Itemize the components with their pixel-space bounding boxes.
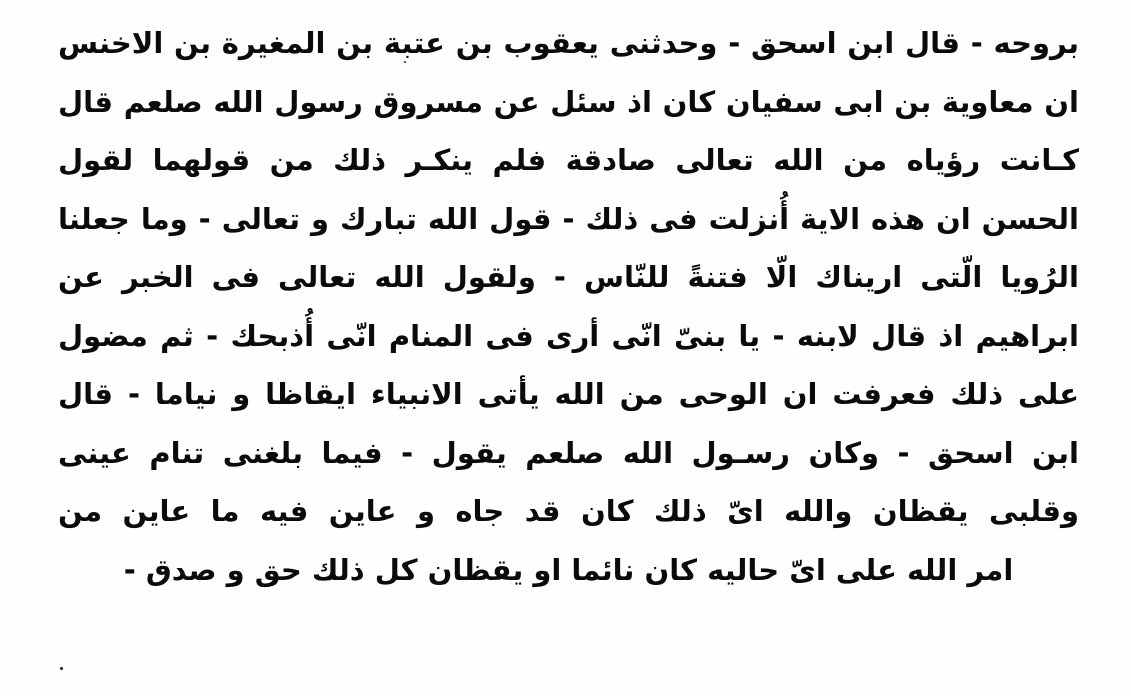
text-line-4: الحسن ان هذه الاية أُنزلت فى ذلك - قول الله تبارك و تعالى - وما جعلنا (58, 201, 1079, 236)
page-speck (60, 667, 63, 670)
text-line-6: ابراهيم اذ قال لابنه - يا بنىّ انّى أرى فى المنام انّى أُذبحك - ثم مضول (58, 318, 1079, 353)
text-line-8: ابن اسحق - وكان رسـول الله صلعم يقول - فيما بلغنى تنام عينى (58, 435, 1079, 470)
text-line-9: وقلبى يقظان والله اىّ ذلك كان قد جاه و عاين فيه ما عاين من (58, 494, 1079, 528)
text-line-1: بروحه - قال ابن اسحق - وحدثنى يعقوب بن عتبة بن المغيرة بن الاخنس (58, 26, 1079, 60)
arabic-text-body (0, 14, 1131, 599)
page-speck (404, 61, 406, 63)
text-line-7: على ذلك فعرفت ان الوحى من الله يأتى الانبياء ايقاظا و نياما - قال (58, 377, 1079, 411)
text-line-5: الرُويا الّتى اريناك الّا فتنةً للنّاس - ولقول الله تعالى فى الخبر عن (58, 260, 1079, 294)
text-line-2: ان معاوية بن ابى سفيان كان اذ سئل عن مسروق رسول الله صلعم قال (58, 84, 1079, 119)
text-line-3: كـانت رؤياه من الله تعالى صادقة فلم ينكـر ذلك من قولهما لقول (58, 143, 1079, 177)
text-line-10: امر الله على اىّ حاليه كان نائما او يقظان كل ذلك حق و صدق - (123, 552, 1014, 587)
